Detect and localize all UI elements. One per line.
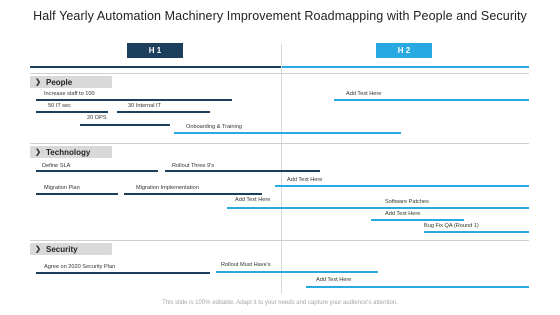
task-label: Define SLA xyxy=(42,163,71,169)
task-label: Software Patches xyxy=(385,199,429,205)
section-label-technology: Technology xyxy=(46,147,91,157)
task-bar xyxy=(165,170,320,172)
section-label-security: Security xyxy=(46,244,78,254)
task-label: Add Text Here xyxy=(287,177,323,183)
section-separator-people xyxy=(30,73,529,74)
phase-tab-h2: H 2 xyxy=(376,43,432,58)
chevron-down-icon: ❯ xyxy=(35,149,41,156)
task-label: Migration Plan xyxy=(44,185,80,191)
task-label: 50 IT sec xyxy=(48,103,71,109)
phase-divider xyxy=(281,44,282,294)
section-header-technology xyxy=(30,146,112,158)
task-label: 30 Internal IT xyxy=(128,103,161,109)
task-bar xyxy=(36,99,232,101)
task-bar xyxy=(424,231,529,233)
phase-tab-h1: H 1 xyxy=(127,43,183,58)
task-label: Rollout Three 9's xyxy=(172,163,215,169)
section-separator-security xyxy=(30,240,529,241)
task-bar xyxy=(216,271,378,273)
task-bar xyxy=(174,132,401,134)
task-label: 20 OPS xyxy=(87,115,107,121)
task-bar xyxy=(36,272,210,274)
task-bar xyxy=(36,111,108,113)
task-bar xyxy=(117,111,210,113)
slide-title: Half Yearly Automation Machinery Improvement Roadmapping with People and Security xyxy=(33,9,527,23)
task-label: Migration Implementation xyxy=(136,185,199,191)
section-header-security xyxy=(30,243,112,255)
task-label: Increase staff to 100 xyxy=(44,91,95,97)
task-label: Bug Fix QA (Round 1) xyxy=(424,223,479,229)
task-bar xyxy=(334,99,529,101)
section-label-people: People xyxy=(46,77,73,87)
task-label: Add Text Here xyxy=(235,197,271,203)
footnote: This slide is 100% editable. Adapt it to your needs and capture your audience's attention. xyxy=(162,300,398,306)
section-header-people xyxy=(30,76,112,88)
chevron-down-icon: ❯ xyxy=(35,79,41,86)
task-label: Add Text Here xyxy=(316,277,352,283)
task-label: Rollout Must Have's xyxy=(221,262,271,268)
task-bar xyxy=(80,124,170,126)
phase-bar-h1 xyxy=(30,66,281,68)
task-bar xyxy=(371,207,529,209)
task-bar xyxy=(36,170,158,172)
task-label: Add Text Here xyxy=(346,91,382,97)
task-bar xyxy=(306,286,529,288)
task-label: Add Text Here xyxy=(385,211,421,217)
section-separator-technology xyxy=(30,143,529,144)
chevron-down-icon: ❯ xyxy=(35,246,41,253)
phase-bar-h2 xyxy=(281,66,529,68)
task-bar xyxy=(371,219,464,221)
task-bar xyxy=(275,185,529,187)
task-bar xyxy=(36,193,118,195)
task-label: Agree on 2020 Security Plan xyxy=(44,264,116,270)
task-label: Onboarding & Training xyxy=(186,124,242,130)
task-bar xyxy=(124,193,262,195)
